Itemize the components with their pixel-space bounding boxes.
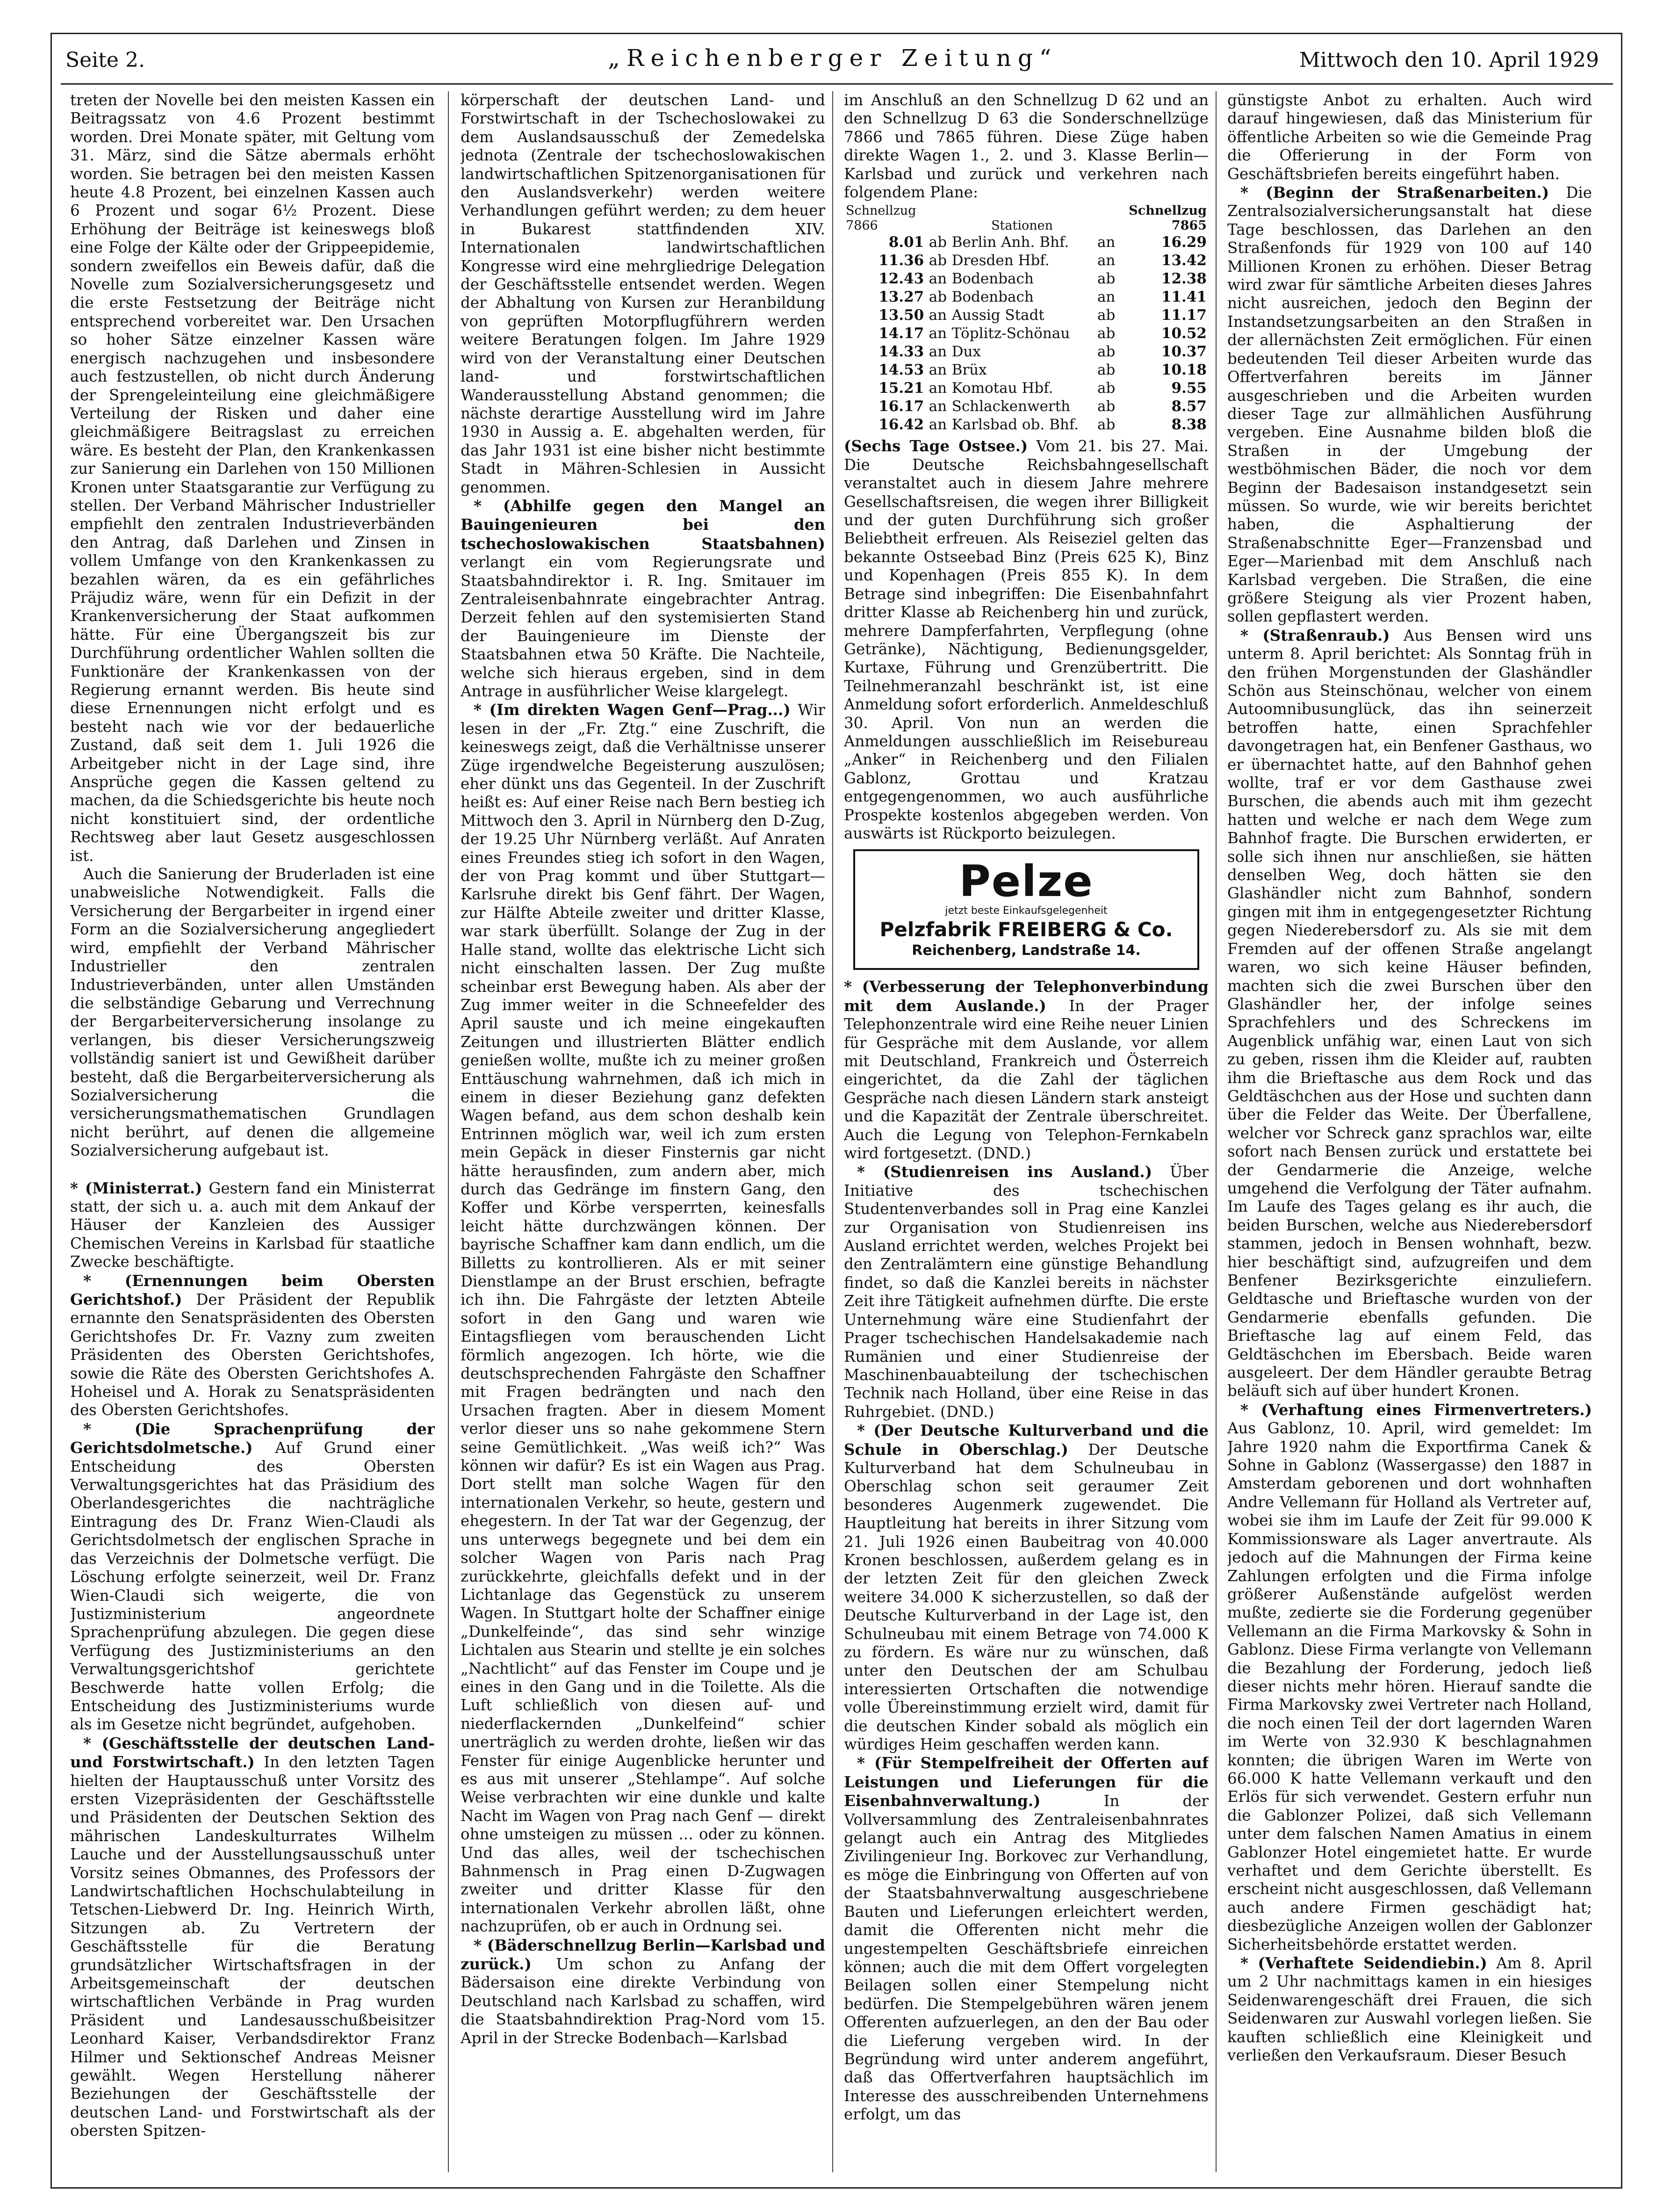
news-body: Der Deutsche Kulturverband hat dem Schulneubau in Oberschlag schon seit geraumer Zeit besonderes Augenmerk zugewendet. Die Hauptleitung hat bereits in ihrer Sitzung vom 21. Juli 1926 einen Baubeitrag von 40.000 Kronen beschlossen, außerdem gelang es in der letzten Zeit für den gleichen Zweck weitere 34.000 K sicherzustellen, so daß der Deutsche Kulturverband in der Lage ist, den Schulneubau mit einem Betrage von 74.000 K zu fördern. Es wäre nur zu wünschen, daß unter den Deutschen der am Schulbau interessierten Ortschaften die notwendige volle Übereinstimmung erzielt wird, damit für die deutschen Kinder sobald als möglich ein würdiges Heim geschaffen werden kann. — [844, 1440, 1209, 1754]
advertisement-pelze — [853, 849, 1199, 970]
news-item-genf-prag — [461, 701, 825, 1936]
news-body: Der Präsident der Republik ernannte den Senatspräsidenten des Obersten Gerichtshofes Dr. Fr. Vazny zum zweiten Präsidenten des Obersten Gerichtshofes, sowie die Räte des Obersten Gerichtshofes A. Hoheisel und A. Horak zu Senatspräsidenten des Obersten Gerichtshofes. — [70, 1291, 435, 1419]
timetable-header — [844, 203, 1209, 218]
news-item-strassenarbeiten — [1227, 183, 1592, 626]
news-heading: * (Geschäftsstelle der deutschen Land- und Forstwirtschaft.) — [70, 1734, 435, 1771]
column-2 — [461, 91, 825, 2172]
station-name: Aussig Stadt — [951, 307, 1044, 324]
timetable-stations-label: Stationen — [991, 218, 1053, 233]
timetable-row — [844, 361, 1209, 379]
news-body: In der Vollversammlung des Zentraleisenbahnrates gelangt auch ein Antrag des Mitgliedes Zivilingenieur Ing. Borkovec zur Verhandlung, es möge die Einbringung von Offerten auf von der Staatsbahnverwaltung ausgeschriebene Bauten und Lieferungen erleichtert werden, damit die Offerenten nicht mehr die ungestempelten Geschäftsbriefe einreichen können; auch die mit dem Offert vorgelegten Beilagen sollen einer Stempelung nicht bedürfen. Die Stempelgebühren wären jenem Offerenten aufzuerlegen, an den der Bau oder die Lieferung vergeben wird. In der Begründung wird unter anderem angeführt, daß das Offertverfahren hauptsächlich im Interesse des ausschreibenden Unternehmens erfolgt, um das — [844, 1792, 1209, 2124]
news-body: Die Zentralsozialversicherungsanstalt hat diese Tage beschlossen, das Darlehen an den Straßenfonds für 1929 von 100 auf 140 Millionen Kronen zu erhöhen. Dieser Betrag wird zwar für sämtliche Arbeiten dieses Jahres nicht ausreichen, jedoch den Beginn der Instandsetzungsarbeiten an den Straßen in der allernächsten Zeit ermöglichen. Für einen bedeutenden Teil dieser Arbeiten wurde das Offertverfahren bereits im Jänner ausgeschrieben und die Arbeiten wurden dieser Tage zur allmählichen Ausführung vergeben. Eine Ausnahme bilden bloß die Straßen in der Umgebung der westböhmischen Bäder, die noch vor dem Beginn der Badesaison instandgesetzt sein müssen. So wurde, wie wir bereits berichtet haben, die Asphaltierung der Straßenabschnitte Eger—Franzensbad und Eger—Marienbad mit dem Anschluß nach Karlsbad vergeben. Die Straßen, die eine größere Steigung als vier Prozent haben, sollen gepflastert werden. — [1227, 184, 1592, 626]
direction-marker: ab — [1097, 270, 1116, 288]
column-rule — [1216, 91, 1217, 2172]
news-body: In den letzten Tagen hielten der Hauptausschuß unter Vorsitz des ersten Vizepräsidenten der Geschäftsstelle und Präsidenten der Deutschen Sektion des mährischen Landeskulturrates Wilhelm Lauche und der Ausstellungsausschuß unter Vorsitz seines Obmannes, des Professors der Landwirtschaftlichen Hochschulabteilung in Tetschen-Liebwerd Dr. Ing. Heinrich Wirth, Sitzungen ab. Zu Vertretern der Geschäftsstelle für die Beratung grundsätzlicher Wirtschaftsfragen in der Arbeitsgemeinschaft der deutschen wirtschaftlichen Verbände in Prag wurden Präsident und Landesausschußbeisitzer Leonhard Kaiser, Verbandsdirektor Franz Hilmer und Sektionschef Andreas Meisner gewählt. Wegen Herstellung näherer Beziehungen der Geschäftsstelle der deutschen Land- und Forstwirtschaft als der obersten Spitzen- — [70, 1753, 435, 2140]
ad-brand: Pelze — [959, 856, 1094, 907]
station-name: Komotau Hbf. — [951, 380, 1053, 397]
direction-marker: ab — [1097, 416, 1116, 434]
direction-marker: ab — [1097, 380, 1116, 397]
column-4 — [1227, 91, 1592, 2172]
station-name: Bodenbach — [951, 289, 1034, 306]
station-name: Berlin Anh. Bhf. — [951, 234, 1069, 251]
departure-time: 8.01 — [888, 234, 924, 251]
ad-tagline: jetzt beste Einkaufsgelegenheit — [945, 905, 1108, 917]
news-body: Um schon zu Anfang der Bädersaison eine direkte Verbindung von Deutschland nach Karlsbad zu schaffen, wird die Staatsbahndirektion Prag-Nord vom 15. April in der Strecke Bodenbach—Karlsbad — [461, 1955, 825, 2047]
direction-marker: ab — [1097, 398, 1116, 415]
direction-marker: ab — [929, 252, 947, 269]
departure-time: 16.17 — [879, 398, 924, 415]
news-heading: (Sechs Tage Ostsee.) — [844, 437, 1028, 455]
timetable-row — [844, 252, 1209, 270]
news-body: Gestern fand ein Ministerrat statt, der sich u. a. auch mit dem Ankauf der Häuser der Kanzleien des Aussiger Chemischen Vereins in Karlsbad für staatliche Zwecke beschäftigte. — [70, 1179, 435, 1271]
station-name: Bodenbach — [951, 270, 1034, 288]
article-paragraph: im Anschluß an den Schnellzug D 62 und an den Schnellzug D 63 die Sonderschnellzüge 7866 und 7865 führen. Diese Züge haben direkte Wagen 1., 2. und 3. Klasse Berlin—Karlsbad und zurück und verkehren nach folgendem Plane: — [844, 91, 1209, 202]
article-paragraph: Auch die Sanierung der Bruderladen ist eine unabweisliche Notwendigkeit. Falls die Versicherung der Bergarbeiter in irgend einer Form an die Sozialversicherung angegliedert wird, empfiehlt der Verband Mährischer Industrieller den zentralen Industrieverbänden, unter allen Umständen die selbständige Gebarung und Verrechnung der Bergarbeiterversicherung insolange zu verlangen, bis dieser Versicherungszweig vollständig saniert ist und Gewißheit darüber besteht, daß die Bergarbeiterversicherung als Sozialversicherung die versicherungsmathematischen Grundlagen nicht berührt, auf denen die allgemeine Sozialversicherung aufgebaut ist. — [70, 865, 435, 1160]
news-heading: * (Für Stempelfreiheit der Offerten auf Leistungen und Lieferungen für die Eisenbahnverwaltung.) — [844, 1754, 1209, 1810]
news-heading: * (Die Sprachenprüfung der Gerichtsdolmetsche.) — [70, 1419, 435, 1457]
direction-marker: an — [1097, 252, 1116, 269]
direction-marker: an — [929, 307, 947, 324]
timetable-row — [844, 288, 1209, 306]
return-time: 11.41 — [1161, 289, 1207, 306]
news-item-strassenraub — [1227, 626, 1592, 1401]
direction-marker: an — [929, 343, 947, 361]
news-body: In der Prager Telephonzentrale wird eine Reihe neuer Linien für Gespräche mit dem Auslande, vor allem mit Deutschland, Frankreich und Österreich eingerichtet, da die Zahl der täglichen Gespräche nach diesen Ländern stark ansteigt und die Kapazität der Zentrale überschreitet. Auch die Legung von Telephon-Fernkabeln wird fortgesetzt. (DND.) — [844, 997, 1209, 1163]
timetable-train-left: 7866 — [846, 218, 878, 233]
direction-marker: an — [1097, 289, 1116, 306]
departure-time: 11.36 — [879, 252, 924, 269]
departure-time: 13.50 — [879, 307, 924, 324]
news-item-ostsee — [844, 437, 1209, 843]
page-number: Seite 2. — [65, 48, 145, 72]
timetable-subheader — [844, 218, 1209, 233]
news-body: Am 8. April um 2 Uhr nachmittags kamen in ein hiesiges Seidenwarengeschäft drei Frauen, die sich Seidenwaren zur Auswahl vorlegen ließen. Sie kauften schließlich eine Kleinigkeit und verließen den Verkaufsraum. Dieser Besuch — [1227, 1954, 1592, 2065]
news-heading: * (Im direkten Wagen Genf—Prag...) — [474, 701, 791, 719]
column-3 — [844, 91, 1209, 2172]
departure-time: 15.21 — [879, 380, 924, 397]
news-item-kulturverband — [844, 1421, 1209, 1754]
return-time: 10.52 — [1161, 325, 1207, 342]
news-heading: * (Beginn der Straßenarbeiten.) — [1240, 183, 1549, 202]
station-name: Töplitz-Schönau — [951, 325, 1070, 342]
news-heading: * (Straßenraub.) — [1240, 626, 1390, 644]
return-time: 13.42 — [1161, 252, 1207, 269]
direction-marker: an — [929, 325, 947, 342]
news-heading: * (Bäderschnellzug Berlin—Karlsbad und zurück.) — [461, 1936, 825, 1973]
timetable-row — [844, 416, 1209, 434]
news-item-ernennungen — [70, 1272, 435, 1420]
masthead: „Reichenberger Zeitung“ — [608, 44, 1058, 72]
news-heading: * (Verhaftete Seidendiebin.) — [1240, 1954, 1487, 1973]
departure-time: 14.53 — [879, 361, 924, 379]
news-body: verlangt ein vom Regierungsrate und Staatsbahndirektor i. R. Ing. Smitauer im Zentraleisenbahnrate eingebrachter Antrag. Derzeit fehlen auf den systemisierten Stand der Bauingenieure im Dienste der Staatsbahnen etwa 50 Kräfte. Die Nachteile, welche sich hieraus ergeben, sind in dem Antrage in ausführlicher Weise klargelegt. — [461, 553, 825, 700]
timetable-head-right: Schnellzug — [1129, 203, 1207, 218]
ad-address: Reichenberg, Landstraße 14. — [912, 942, 1141, 959]
timetable-row — [844, 325, 1209, 343]
return-time: 9.55 — [1171, 380, 1207, 397]
departure-time: 13.27 — [879, 289, 924, 306]
direction-marker: ab — [929, 234, 947, 251]
timetable-row — [844, 379, 1209, 398]
news-heading: * (Abhilfe gegen den Mangel an Bauingenieuren bei den tschechoslowakischen Staatsbahnen) — [461, 496, 825, 553]
return-time: 8.57 — [1171, 398, 1207, 415]
return-time: 10.37 — [1161, 343, 1207, 361]
news-item-bauingenieure — [461, 497, 825, 701]
direction-marker: an — [929, 270, 947, 288]
news-body: Vom 21. bis 27. Mai. Die Deutsche Reichsbahngesellschaft veranstaltet auch in diesem Jahre mehrere Gesellschaftsreisen, die wegen ihrer Billigkeit und der guten Durchführung sich großer Beliebtheit erfreuen. Als Reiseziel gelten das bekannte Ostseebad Binz (Preis 625 K), Binz und Kopenhagen (Preis 855 K). In dem Betrage sind inbegriffen: Die Eisenbahnfahrt dritter Klasse ab Reichenberg hin und zurück, mehrere Dampferfahrten, Verpflegung (ohne Getränke), Nächtigung, Bedienungsgelder, Kurtaxe, Führung und Grenzübertritt. Die Teilnehmeranzahl beschränkt ist, ist eine Anmeldung sofort erforderlich. Anmeldeschluß 30. April. Von nun an werden die Anmeldungen ausschließlich im Reisebureau „Anker“ in Reichenberg und den Filialen Gablonz, Grottau und Kratzau entgegengenommen, wo auch ausführliche Prospekte kostenlos abgegeben werden. Von auswärts ist Rückporto beizulegen. — [844, 437, 1209, 842]
news-heading: * (Verbesserung der Telephonverbindung mit dem Auslande.) — [844, 977, 1209, 1015]
station-name: Brüx — [951, 361, 987, 379]
article-paragraph: treten der Novelle bei den meisten Kassen ein Beitragssatz von 4.6 Prozent bestimmt worden. Drei Monate später, mit Geltung vom 31. März, sind die Sätze abermals erhöht worden. Sie betragen bei den meisten Kassen heute 4.8 Prozent, bei einzelnen Kassen auch 6 Prozent und sogar 6½ Prozent. Diese Erhöhung der Beiträge ist keineswegs bloß eine Folge der Kälte oder der Grippeepidemie, sondern zweifellos ein Beweis dafür, daß die Novelle zum Sozialversicherungsgesetz und die erste Festsetzung der Beiträge nicht entsprechend vorbereitet war. Den Ursachen so hoher Sätze einzelner Kassen wäre energisch nachzugehen und insbesondere auch festzustellen, ob nicht durch Änderung der Sprengeleinteilung eine gleichmäßigere Verteilung der Risken und daher eine gleichmäßigere Beitragslast zu erreichen wäre. Es besteht der Plan, den Krankenkassen zur Sanierung ein Darlehen von 150 Millionen Kronen unter Staatsgarantie zur Verfügung zu stellen. Der Verband Mährischer Industrieller empfiehlt den zentralen Industrieverbänden den Antrag, daß Darlehen und Zinsen in vollem Umfange von den Krankenkassen zu bezahlen wären, da es ein gefährliches Präjudiz wäre, wenn für ein Defizit in der Krankenversicherung der Staat aufkommen hätte. Für eine Übergangszeit bis zur Durchführung ordentlicher Wahlen sollten die Funktionäre der Krankenkassen von der Regierung ernannt werden. Bis heute sind diese Ernennungen nicht erfolgt und es besteht nach wie vor der bedauerliche Zustand, daß seit dem 1. Juli 1926 die Arbeitgeber nicht in der Lage sind, ihre Ansprüche gegen die Kassen geltend zu machen, da die Schiedsgerichte bis heute noch nicht konstituiert sind, der ordentliche Rechtsweg aber laut Gesetz ausgeschlossen ist. — [70, 91, 435, 865]
news-heading: * (Verhaftung eines Firmenvertreters.) — [1240, 1400, 1592, 1419]
direction-marker: ab — [1097, 361, 1116, 379]
news-item-telephon — [844, 977, 1209, 1163]
issue-date: Mittwoch den 10. April 1929 — [1299, 48, 1599, 72]
direction-marker: ab — [929, 289, 947, 306]
direction-marker: an — [929, 416, 947, 434]
page-header — [56, 44, 1618, 82]
station-name: Karlsbad ob. Bhf. — [951, 416, 1079, 434]
news-item-sprachenpruefung — [70, 1420, 435, 1734]
return-time: 10.18 — [1161, 361, 1207, 379]
news-body: Über Initiative des tschechischen Studentenverbandes soll in Prag eine Kanzlei zur Organisation von Studienreisen ins Ausland errichtet werden, welches Projekt bei den Zentralämtern eine günstige Behandlung findet, so daß die Kanzlei bereits in nächster Zeit ihre Tätigkeit aufnehmen dürfte. Die erste Unternehmung wäre eine Studienfahrt der Prager tschechischen Handelsakademie nach Rumänien und einer Studienreise der Maschinenbauabteilung der tschechischen Technik nach Holland, über eine Reise in das Ruhrgebiet. (DND.) — [844, 1163, 1209, 1421]
news-body: Auf Grund einer Entscheidung des Obersten Verwaltungsgerichtes hat das Präsidium des Oberlandesgerichtes die nachträgliche Eintragung des Dr. Franz Wien-Claudi als Gerichtsdolmetsch der englischen Sprache in das Verzeichnis der Dolmetsche verfügt. Die Löschung erfolgte seinerzeit, weil Dr. Franz Wien-Claudi sich weigerte, die von Justizministerium angeordnete Sprachenprüfung abzulegen. Die gegen diese Verfügung des Justizministeriums an den Verwaltungsgerichtshof gerichtete Beschwerde hatte vollen Erfolg; die Entscheidung des Justizministeriums wurde als im Gesetze nicht begründet, aufgehoben. — [70, 1439, 435, 1734]
news-heading: * (Ernennungen beim Obersten Gerichtshof.) — [70, 1271, 435, 1308]
departure-time: 16.42 — [879, 416, 924, 434]
return-time: 8.38 — [1171, 416, 1207, 434]
timetable-row — [844, 343, 1209, 361]
timetable-row — [844, 306, 1209, 325]
direction-marker: an — [1097, 234, 1116, 251]
return-time: 16.29 — [1161, 234, 1207, 251]
direction-marker: an — [929, 361, 947, 379]
news-body: Aus Gablonz, 10. April, wird gemeldet: Im Jahre 1920 nahm die Exportfirma Canek & Sohne in Gablonz (Wassergasse) den 1887 in Amsterdam geborenen und dort wohnhaften Andre Vellemann für Holland als Vertreter auf, wobei sie ihm im Laufe der Zeit für 99.000 K Kommissionsware als Lager anvertraute. Als jedoch auf die Mahnungen der Firma keine Zahlungen erfolgten und die Firma infolge größerer Außenstände aufgelöst werden mußte, zedierte sie die Forderung gegenüber Vellemann an die Firma Markovsky & Sohn in Gablonz. Diese Firma verlangte von Vellemann die Bezahlung der Forderung, jedoch ließ dieser nichts mehr hören. Hierauf sandte die Firma Markovsky zwei Vertreter nach Holland, die noch einen Teil der dort lagernden Waren im Werte von 32.930 K beschlagnahmen konnten; die übrigen Waren im Werte von 66.000 K hatte Vellemann verkauft und den Erlös für sich verwendet. Gestern erfuhr nun die Gablonzer Polizei, daß sich Vellemann unter dem falschen Namen Amatius in einem Gablonzer Hotel eingemietet hatte. Er wurde verhaftet und dem Gerichte überstellt. Es erscheint nicht ausgeschlossen, daß Vellemann auch andere Firmen geschädigt hat; diesbezügliche Anzeigen wollen der Gablonzer Sicherheitsbehörde erstattet werden. — [1227, 1419, 1592, 1953]
article-paragraph: günstigste Anbot zu erhalten. Auch wird darauf hingewiesen, daß das Ministerium für öffentliche Arbeiten so wie die Gemeinde Prag die Offerierung in der Form von Geschäftsbriefen bereits eingeführt haben. — [1227, 91, 1592, 183]
timetable-head-left: Schnellzug — [846, 203, 916, 218]
ad-company: Pelzfabrik FREIBERG & Co. — [879, 918, 1173, 941]
news-item-firmenvertreter — [1227, 1401, 1592, 1954]
direction-marker: an — [929, 398, 947, 415]
direction-marker: ab — [1097, 307, 1116, 324]
station-name: Dux — [951, 343, 981, 361]
direction-marker: ab — [1097, 325, 1116, 342]
departure-time: 12.43 — [879, 270, 924, 288]
news-heading: * (Studienreisen ins Ausland.) — [857, 1163, 1152, 1181]
station-name: Dresden Hbf. — [951, 252, 1050, 269]
train-timetable — [844, 203, 1209, 434]
news-body: Aus Bensen wird uns unterm 8. April berichtet: Als Sonntag früh in den frühen Morgenstunden der Glashändler Schön aus Steinschönau, welcher von einem Autoomnibusunglück, das ihn seinerzeit betroffen hatte, einen Sprachfehler davongetragen hat, ein Benfener Gasthaus, wo er übernachtet hatte, auf den Bahnhof gehen wollte, traf er vor dem Gasthause zwei Burschen, die abends auch mit ihm gezecht hatten und welche er nach dem Wege zum Bahnhof fragte. Die Burschen erwiderten, er solle sich ihnen nur anschließen, sie hätten denselben Weg, doch hätten sie den Glashändler nicht zum Bahnhof, sondern gingen mit ihm in entgegengesetzter Richtung gegen Niederebersdorf zu. Als sie mit dem Fremden auf der offenen Straße angelangt waren, wo sich keine Häuser befinden, machten sich die zwei Burschen über den Glashändler her, der infolge seines Sprachfehlers und des Schreckens im Augenblick unfähig war, einen Laut von sich zu geben, rissen ihm die Kleider auf, raubten ihm die Brieftasche aus dem Rock und das Geldtäschchen aus der Hose und suchten dann über die Felder das Weite. Der Überfallene, welcher vor Schreck ganz sprachlos war, eilte sofort nach Bensen zurück und erstattete bei der Gendarmerie die Anzeige, welche umgehend die Verfolgung der Täter aufnahm. Im Laufe des Tages gelang es ihr auch, die beiden Burschen, welche aus Niederebersdorf stammen, jedoch in Bensen wohnhaft, bezw. hier beschäftigt sind, aufzugreifen und dem Benfener Bezirksgerichte einzuliefern. Geldtasche und Brieftasche wurden von der Gendarmerie ebenfalls gefunden. Die Brieftasche lag auf einem Feld, das Geldtäschchen im Ebersbach. Beide waren ausgeleert. Der dem Händler geraubte Betrag beläuft sich auf über hundert Kronen. — [1227, 626, 1592, 1400]
timetable-train-right: 7865 — [1171, 218, 1207, 233]
timetable-row — [844, 233, 1209, 252]
departure-time: 14.33 — [879, 343, 924, 361]
news-item-studienreisen — [844, 1163, 1209, 1421]
timetable-row — [844, 270, 1209, 288]
news-item-geschaeftsstelle — [70, 1734, 435, 2140]
column-rule — [832, 91, 833, 2172]
news-body: Wir lesen in der „Fr. Ztg.“ eine Zuschrift, die keineswegs zeigt, daß die Verhältnisse unserer Züge irgendwelche Begeisterung auszulösen; eher dünkt uns das Gegenteil. In der Zuschrift heißt es: Auf einer Reise nach Bern bestieg ich Mittwoch den 3. April in Nürnberg den D-Zug, der 19.25 Uhr Nürnberg verläßt. Auf Anraten eines Freundes stieg ich sofort in den Wagen, der von Prag kommt und über Stuttgart—Karlsruhe direkt bis Genf fährt. Der Wagen, zur Hälfte Abteile zweiter und dritter Klasse, war stark überfüllt. Solange der Zug in der Halle stand, wollte das elektrische Licht sich nicht einschalten lassen. Der Zug mußte scheinbar erst Bewegung haben. Als aber der Zug immer weiter in die Schneefelder des April sauste und ich meine eingekauften Zeitungen und illustrierten Blätter endlich genießen wollte, mußte ich zu meiner großen Enttäuschung wahrnehmen, daß ich mich in einem in dieser Beziehung ganz defekten Wagen befand, aus dem schon deshalb kein Entrinnen möglich war, weil ich zum ersten mein Gepäck in dieser Finsternis gar nicht hätte herausfinden, zum andern aber, mich durch das Gedränge im finstern Gang, den Koffer und Körbe versperrten, keinesfalls leicht hätte durchzwängen können. Der bayrische Schaffner kam dann endlich, um die Billetts zu kontrollieren. Als er mit seiner Dienstlampe an der Brust erschien, befragte ich ihn. Die Fahrgäste der letzten Abteile sofort in den Gang und waren wie Eintagsfliegen vom berauschenden Licht förmlich angezogen. Ich hörte, wie die deutschsprechenden Fahrgäste den Schaffner mit Fragen bedrängten und nach den Ursachen fragten. Aber in diesem Moment verlor dieser uns so nahe gekommene Stern seine Gemütlichkeit. „Was weiß ich?“ Was können wir dafür? Es ist ein Wagen aus Prag. Dort stellt man solche Wagen für den internationalen Verkehr, so heute, gestern und ehegestern. In der Tat war der Gegenzug, der uns unterwegs begegnete und bei dem ein solcher Wagen von Paris nach Prag zurückkehrte, gleichfalls defekt und in der Lichtanlage das Gegenstück zu unserem Wagen. In Stuttgart holte der Schaffner einige „Dunkelfeinde“, das sind sehr winzige Lichtalen aus Stearin und stellte je ein solches „Nachtlicht“ auf das Fenster im Coupe und je eines in den Gang und in die Toilette. Als die Luft schließlich von diesen auf- und niederflackernden „Dunkelfeind“ schier unerträglich zu werden drohte, ließen wir das Fenster für einige Augenblicke herunter und es aus mit unserer „Stehlampe“. Auf solche Weise verbrachten wir eine dunkle und kalte Nacht im Wagen von Prag nach Genf — direkt ohne umsteigen zu müssen ... oder zu können. Und das alles, weil der tschechischen Bahnmensch in Prag einen D-Zugwagen zweiter und dritter Klasse für den internationalen Verkehr abrollen läßt, ohne nachzuprüfen, ob er auch in Ordnung sei. — [461, 701, 825, 1936]
departure-time: 14.17 — [879, 325, 924, 342]
column-rule — [448, 91, 449, 2172]
news-item-ministerrat — [70, 1179, 435, 1272]
timetable-row — [844, 398, 1209, 416]
news-item-stempelfreiheit — [844, 1754, 1209, 2124]
return-time: 12.38 — [1161, 270, 1207, 288]
direction-marker: ab — [1097, 343, 1116, 361]
return-time: 11.17 — [1161, 307, 1207, 324]
station-name: Schlackenwerth — [951, 398, 1071, 415]
header-rule — [61, 83, 1613, 85]
news-item-seidendiebin — [1227, 1954, 1592, 2065]
news-heading: * (Der Deutsche Kulturverband und die Schule in Oberschlag.) — [844, 1421, 1209, 1459]
column-1 — [70, 91, 435, 2172]
news-heading: * (Ministerrat.) — [70, 1178, 202, 1197]
news-item-baederschnellzug — [461, 1936, 825, 2047]
direction-marker: an — [929, 380, 947, 397]
article-paragraph: körperschaft der deutschen Land- und Forstwirtschaft in der Tschechoslowakei zu dem Auslandsausschuß der Zemedelska jednota (Zentrale der tschechoslowakischen landwirtschaftlichen Spitzenorganisationen für den Auslandsverkehr) werden weitere Verhandlungen geführt werden; zu dem heuer in Bukarest stattfindenden XIV. Internationalen landwirtschaftlichen Kongresse wird eine mehrgliedrige Delegation der Geschäftsstelle entsendet werden. Wegen der Abhaltung von Kursen zur Heranbildung von geprüften Motorpflugführern werden weitere Beratungen folgen. Im Jahre 1929 wird von der Veranstaltung einer Deutschen land- und forstwirtschaftlichen Wanderausstellung Abstand genommen; die nächste derartige Ausstellung wird im Jahre 1930 in Aussig a. E. abgehalten werden, für das Jahr 1931 ist eine bisher nicht bestimmte Stadt in Mähren-Schlesien in Aussicht genommen. — [461, 91, 825, 496]
